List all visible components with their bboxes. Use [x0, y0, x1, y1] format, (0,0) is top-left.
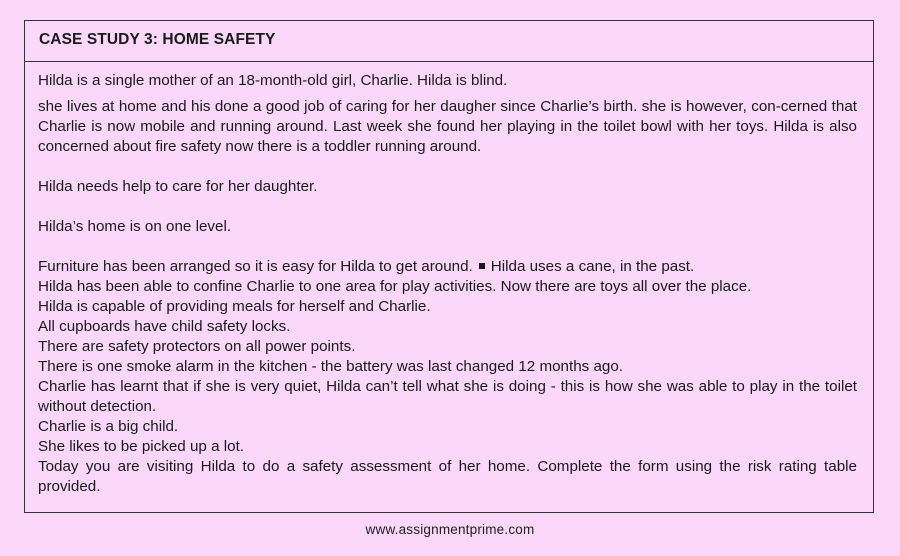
fact-line: There are safety protectors on all power points.: [38, 338, 356, 355]
fact-line: Charlie is a big child.: [38, 418, 179, 435]
fact-line: Hilda is capable of providing meals for herself and Charlie.: [38, 298, 431, 315]
furniture-text: Furniture has been arranged so it is easy for Hilda to get around.: [38, 258, 473, 275]
case-study-body: [25, 62, 873, 497]
bullet-icon: [479, 263, 485, 269]
paragraph-home-level: Hilda’s home is on one level.: [38, 218, 232, 235]
spacer: [38, 197, 857, 217]
cane-text: Hilda uses a cane, in the past.: [490, 258, 695, 275]
fact-line: There is one smoke alarm in the kitchen - the battery was last changed 12 months ago.: [38, 358, 624, 375]
case-study-title: CASE STUDY 3: HOME SAFETY: [25, 21, 873, 62]
fact-line: Hilda has been able to confine Charlie to one area for play activities. Now there are toys all over the place.: [38, 278, 752, 295]
fact-line: Today you are visiting Hilda to do a safety assessment of her home. Complete the form using the risk rating table provided.: [38, 458, 857, 495]
intro-text: Hilda is a single mother of an 18-month-old girl, Charlie. Hilda is blind.: [38, 72, 508, 89]
fact-line: She likes to be picked up a lot.: [38, 438, 245, 455]
paragraph-needs-help: Hilda needs help to care for her daughter.: [38, 178, 318, 195]
spacer: [38, 157, 857, 177]
footer-url: www.assignmentprime.com: [365, 522, 535, 537]
fact-line: Charlie has learnt that if she is very quiet, Hilda can’t tell what she is doing - this is how she was able to play in the toilet without detection.: [38, 378, 857, 415]
furniture-line: [38, 257, 857, 277]
paragraph-background: she lives at home and his done a good job of caring for her daugher since Charlie’s birth. she is however, con-cerned that Charlie is now mobile and running around. Last week she found her playing in the toilet bowl with her toys. Hilda is also concerned about fire safety now there is a toddler running around.: [38, 98, 857, 155]
case-study-box: [24, 20, 874, 513]
fact-line: All cupboards have child safety locks.: [38, 318, 291, 335]
spacer: [38, 237, 857, 257]
